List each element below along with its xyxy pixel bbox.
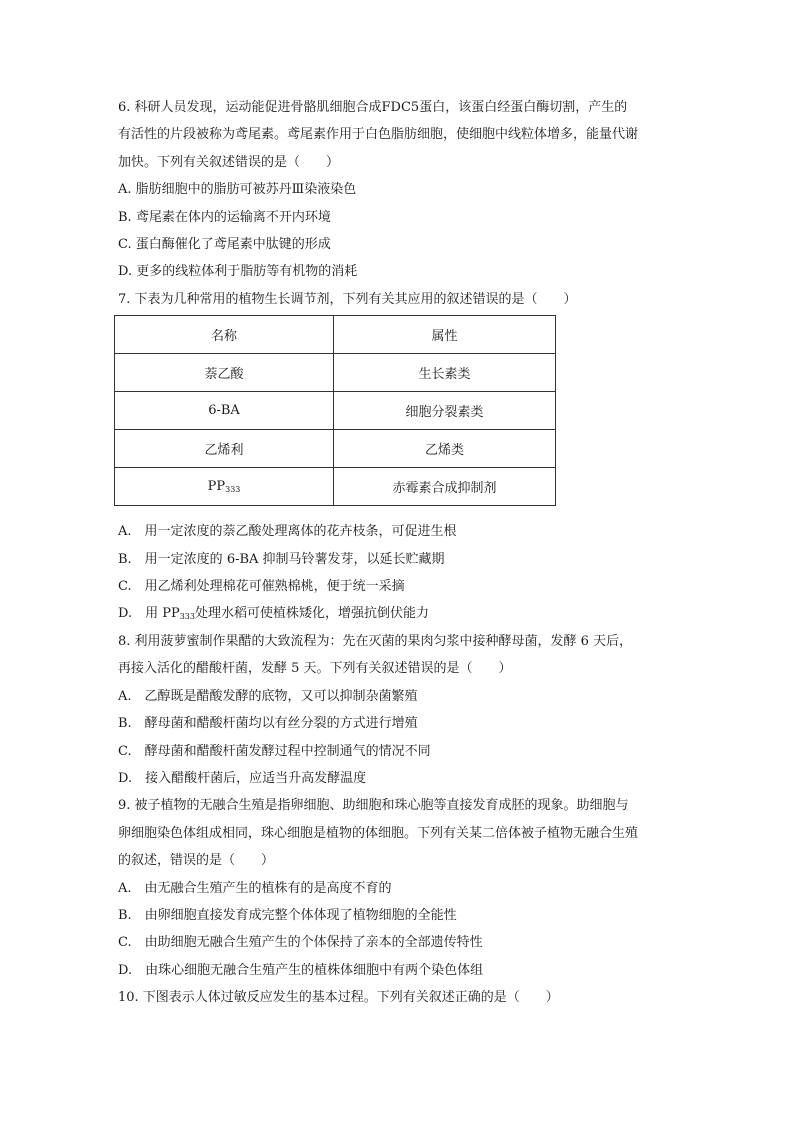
q6-option-c: C. 蛋白酶催化了鸢尾素中肽键的形成: [118, 237, 331, 253]
q6-option-b: B. 鸢尾素在体内的运输离不开内环境: [118, 209, 331, 225]
table-cell-property: 赤霉素合成抑制剂: [334, 468, 556, 506]
question-7: [118, 286, 688, 628]
q7-option-d-subscript: 333: [179, 612, 195, 622]
q6-stem-line-1: 6. 科研人员发现，运动能促进骨骼肌细胞合成FDC5蛋白，该蛋白经蛋白酶切割，产生的: [118, 100, 628, 115]
table-row: [115, 468, 556, 506]
q9-stem-line-2: 卵细胞染色体组成相同，珠心细胞是植物的体细胞。下列有关某二倍体被子植物无融合生殖: [118, 825, 639, 841]
question-8: [118, 628, 688, 792]
q9-stem-line-1: 9. 被子植物的无融合生殖是指卵细胞、助细胞和珠心胞等直接发育成胚的现象。助细胞与: [118, 798, 629, 814]
table-cell-name: 萘乙酸: [115, 354, 334, 392]
question-6: [118, 94, 688, 286]
q9-option-c: C. 由助细胞无融合生殖产生的个体保持了亲本的全部遗传特性: [118, 935, 483, 951]
q8-option-b: B. 酵母菌和醋酸杆菌均以有丝分裂的方式进行增殖: [118, 716, 418, 732]
q7-option-a: A. 用一定浓度的萘乙酸处理离体的花卉枝条，可促进生根: [118, 524, 457, 540]
q9-option-b: B. 由卵细胞直接发育成完整个体体现了植物细胞的全能性: [118, 907, 457, 923]
question-9: [118, 792, 688, 984]
table-header-name: 名称: [115, 316, 334, 354]
q8-stem-line-1: 8. 利用菠萝蜜制作果醋的大致流程为：先在灭菌的果肉匀浆中接种酵母菌，发酵 6 天后，: [118, 633, 633, 649]
q6-stem-line-2: 有活性的片段被称为鸢尾素。鸢尾素作用于白色脂肪细胞，使细胞中线粒体增多，能量代谢: [118, 127, 639, 143]
q6-stem-line-3: 加快。下列有关叙述错误的是（ ）: [118, 154, 340, 170]
pp-subscript: 333: [225, 485, 241, 495]
q7-option-d-pre: D. 用 PP: [118, 606, 180, 622]
table-header-property: 属性: [334, 316, 556, 354]
table-cell-name: 6-BA: [115, 392, 334, 430]
q7-stem: 7. 下表为几种常用的植物生长调节剂，下列有关其应用的叙述错误的是（ ）: [118, 291, 577, 307]
q8-option-d: D. 接入醋酸杆菌后，应适当升高发酵温度: [118, 770, 367, 786]
table-cell-property: 细胞分裂素类: [334, 392, 556, 430]
question-10: [118, 984, 688, 1011]
table-row: [115, 392, 556, 430]
q7-option-c: C. 用乙烯利处理棉花可催熟棉桃，便于统一采摘: [118, 579, 405, 595]
table-header-row: [115, 316, 556, 354]
q10-stem: 10. 下图表示人体过敏反应发生的基本过程。下列有关叙述正确的是（ ）: [118, 990, 559, 1006]
q9-stem-line-3: 的叙述，错误的是（ ）: [118, 853, 275, 869]
pp-main: PP: [207, 479, 226, 495]
q7-option-d-post: 处理水稻可使植株矮化，增强抗倒伏能力: [195, 606, 430, 622]
q6-option-d: D. 更多的线粒体利于脂肪等有机物的消耗: [118, 264, 358, 280]
table-cell-property: 生长素类: [334, 354, 556, 392]
table-row: [115, 430, 556, 468]
table-cell-name: 乙烯利: [115, 430, 334, 468]
q8-option-a: A. 乙醇既是醋酸发酵的底物，又可以抑制杂菌繁殖: [118, 688, 418, 704]
q9-option-d: D. 由珠心细胞无融合生殖产生的植株体细胞中有两个染色体组: [118, 962, 484, 978]
table-cell-property: 乙烯类: [334, 430, 556, 468]
q7-option-b: B. 用一定浓度的 6-BA 抑制马铃薯发芽，以延长贮藏期: [118, 551, 445, 567]
regulator-table: [114, 315, 556, 506]
table-cell-name: [115, 468, 334, 506]
q7-option-d: [118, 600, 688, 627]
q8-option-c: C. 酵母菌和醋酸杆菌发酵过程中控制通气的情况不同: [118, 743, 431, 759]
q9-option-a: A. 由无融合生殖产生的植株有的是高度不育的: [118, 880, 392, 896]
table-row: [115, 354, 556, 392]
q6-option-a: A. 脂肪细胞中的脂肪可被苏丹Ⅲ染液染色: [118, 182, 357, 198]
exam-page: [118, 94, 688, 1012]
q8-stem-line-2: 再接入活化的醋酸杆菌，发酵 5 天。下列有关叙述错误的是（ ）: [118, 661, 512, 677]
